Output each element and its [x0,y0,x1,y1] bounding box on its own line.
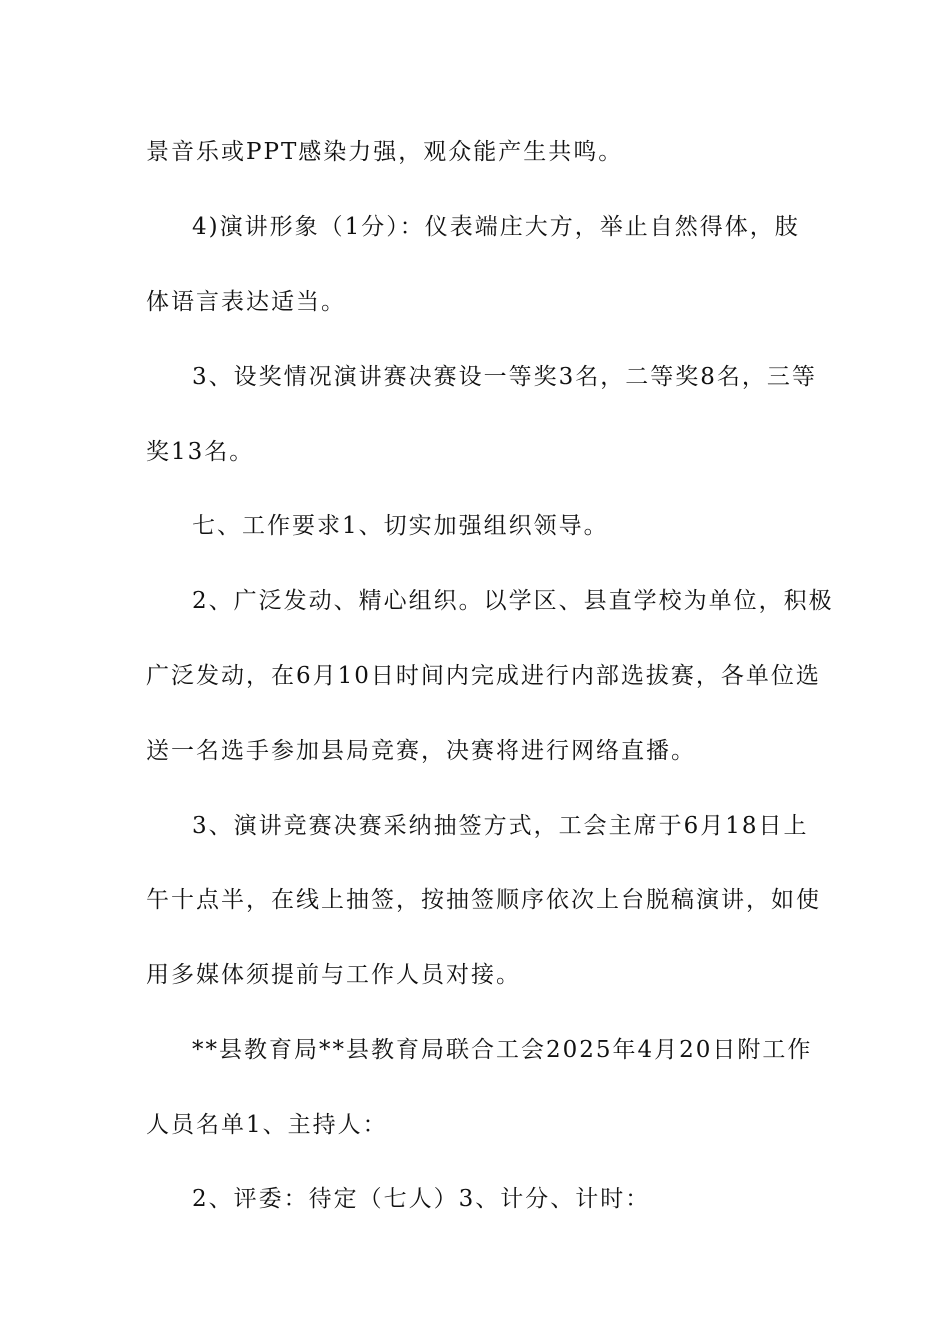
text-line: 景音乐或PPT感染力强，观众能产生共鸣。 [146,139,624,165]
text-line: 体语言表达适当。 [146,289,346,315]
text-line: **县教育局**县教育局联合工会2025年4月20日附工作 [192,1037,813,1063]
text-line: 七、工作要求1、切实加强组织领导。 [192,513,609,539]
text-line: 送一名选手参加县局竞赛，决赛将进行网络直播。 [146,738,696,764]
text-line: 用多媒体须提前与工作人员对接。 [146,962,521,988]
text-line: 奖13名。 [146,439,255,465]
text-line: 4)演讲形象（1分）：仪表端庄大方，举止自然得体，肢 [192,214,800,240]
text-line: 广泛发动，在6月10日时间内完成进行内部选拔赛，各单位选 [146,663,821,689]
text-line: 3、演讲竞赛决赛采纳抽签方式，工会主席于6月18日上 [192,813,809,839]
text-line: 2、评委：待定（七人）3、计分、计时： [192,1186,651,1212]
text-line: 3、设奖情况演讲赛决赛设一等奖3名，二等奖8名，三等 [192,364,817,390]
text-line: 人员名单1、主持人： [146,1112,388,1138]
text-line: 2、广泛发动、精心组织。以学区、县直学校为单位，积极 [192,588,834,614]
text-line: 午十点半，在线上抽签，按抽签顺序依次上台脱稿演讲，如使 [146,887,821,913]
